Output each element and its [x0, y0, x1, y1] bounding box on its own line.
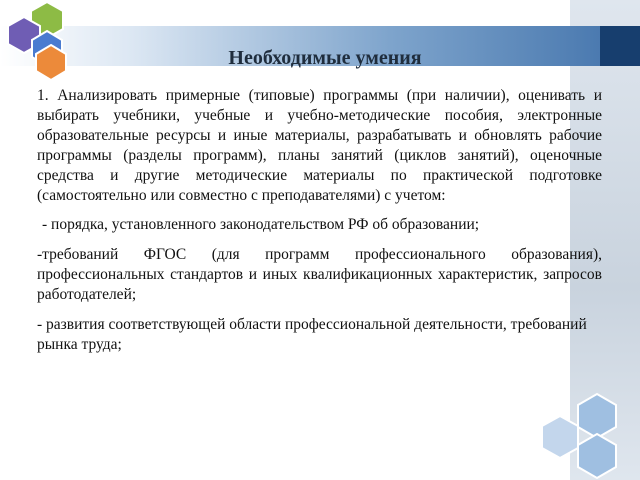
paragraph-fgos: -требований ФГОС (для программ профессионального образования), профессиональных стандартов и иных квалификационных характеристик, запросов работодателей;: [37, 246, 602, 304]
header-band-dark-block: [600, 26, 640, 66]
paragraph-market: - развития соответствующей области профессиональной деятельности, требований рынка труда;: [37, 316, 587, 353]
light-blue-hexagon-icon: [578, 434, 616, 478]
orange-hexagon-icon: [36, 45, 66, 80]
hexagon-cluster-icon: [0, 0, 80, 90]
paragraph-main: 1. Анализировать примерные (типовые) программы (при наличии), оценивать и выбирать учебники, учебные и учебно-методические пособия, электронные образовательные ресурсы и иные материалы, разрабатывать и обновлять рабочие программы (разделы программ), планы занятий (циклов занятий), оценочные средства и другие методические материалы по практической подготовке (самостоятельно или совместно с преподавателями) с учетом:: [37, 87, 602, 204]
paragraph-law: - порядка, установленного законодательством РФ об образовании;: [42, 216, 480, 234]
bottom-hexagon-cluster-icon: [530, 390, 640, 480]
light-blue-hexagon-icon: [578, 394, 616, 438]
slide-body: [37, 86, 602, 365]
pale-blue-hexagon-icon: [542, 416, 578, 458]
slide-title: Необходимые умения: [228, 47, 422, 69]
